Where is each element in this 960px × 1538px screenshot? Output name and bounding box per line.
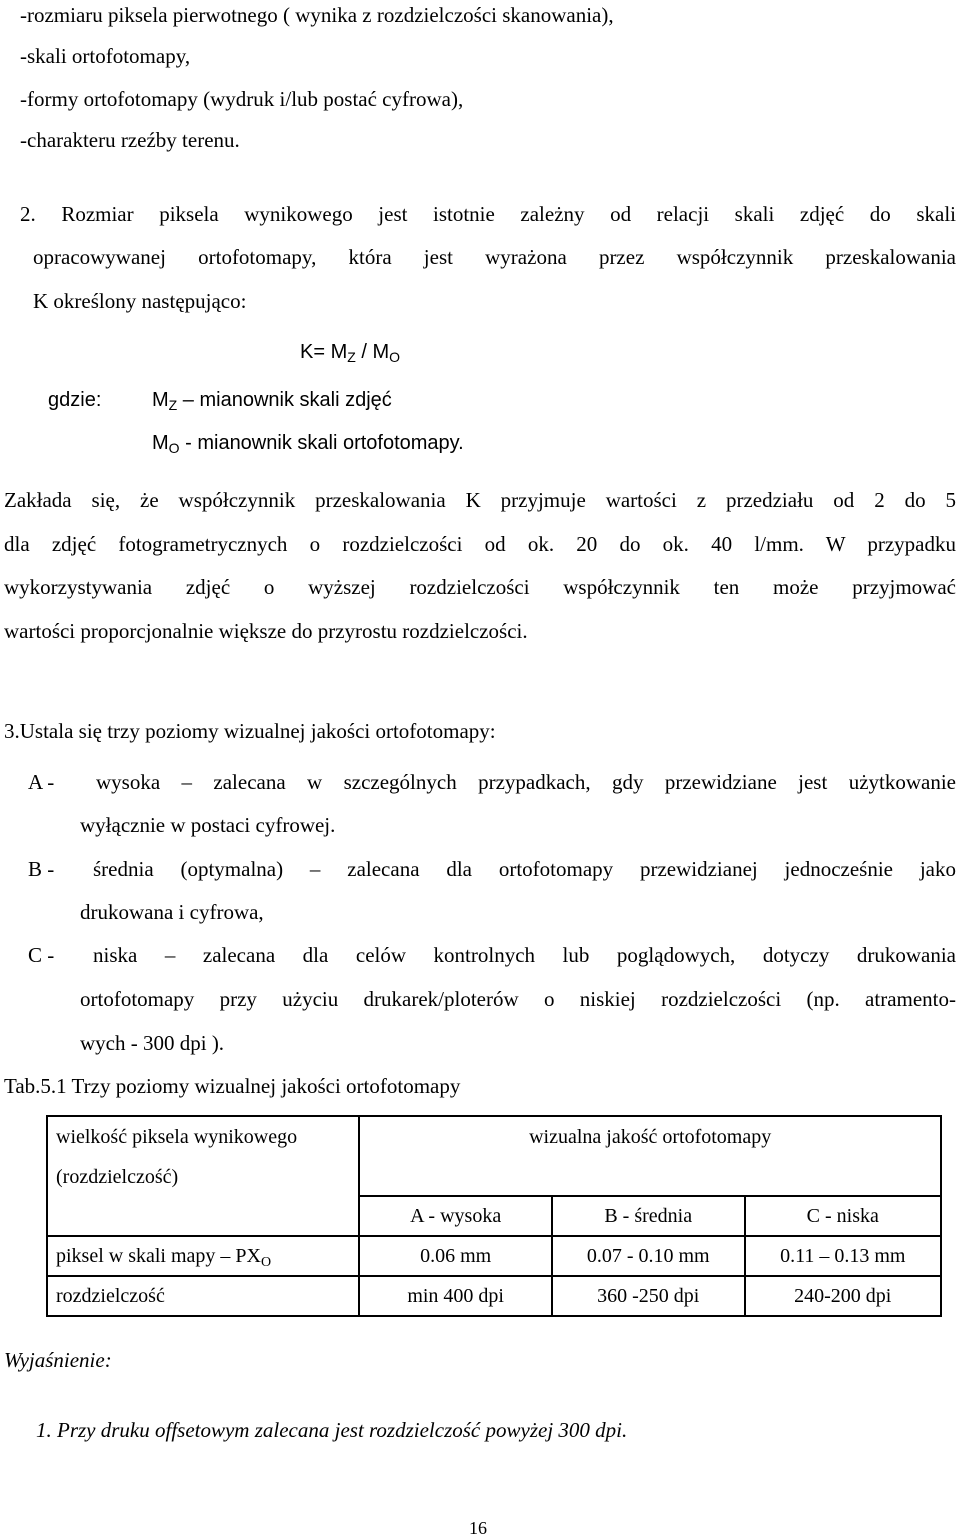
- header-resolution: (rozdzielczość): [47, 1157, 359, 1196]
- quality-table: [46, 1115, 942, 1317]
- level-c-cell: C - niska: [745, 1196, 942, 1236]
- notes-heading: Wyjaśnienie:: [4, 1348, 112, 1372]
- level-b-line1: średnia (optymalna) – zalecana dla ortofotomapy przewidzianej jednocześnie jako: [93, 857, 956, 881]
- header-visual-quality: wizualna jakość ortofotomapy: [359, 1116, 941, 1157]
- level-b-line2: drukowana i cyfrowa,: [80, 900, 264, 924]
- level-a-label: A -: [28, 770, 55, 794]
- header-pixel-size: wielkość piksela wynikowego: [47, 1116, 359, 1157]
- row-resolution-c: 240-200 dpi: [745, 1276, 942, 1316]
- row-pixel-label: piksel w skali mapy – $PX_O$: [47, 1236, 359, 1276]
- row-resolution-label: rozdzielczość: [47, 1276, 359, 1316]
- intro-item-1: -rozmiaru piksela pierwotnego ( wynika z rozdzielczości skanowania),: [20, 3, 614, 27]
- paragraph-line2: dla zdjęć fotogrametrycznych o rozdzielczości od ok. 20 do ok. 40 l/mm. W przypadku: [4, 532, 956, 556]
- table-levels-row: [47, 1196, 941, 1236]
- level-a-cell: A - wysoka: [359, 1196, 552, 1236]
- point2-line1: 2. Rozmiar piksela wynikowego jest istotnie zależny od relacji skali zdjęć do skali: [20, 202, 956, 226]
- intro-item-4: -charakteru rzeźby terenu.: [20, 128, 240, 152]
- gdzie-label: gdzie:: [48, 389, 102, 411]
- level-b-cell: B - średnia: [552, 1196, 745, 1236]
- row-resolution-b: 360 -250 dpi: [552, 1276, 745, 1316]
- table-row: [47, 1276, 941, 1316]
- formula-k: $K= M_Z / M_O$: [300, 341, 401, 365]
- row-pixel-a: 0.06 mm: [359, 1236, 552, 1276]
- header-blank-left: [47, 1196, 359, 1236]
- point3-heading: 3.Ustala się trzy poziomy wizualnej jakości ortofotomapy:: [4, 719, 496, 743]
- note-1: 1. Przy druku offsetowym zalecana jest rozdzielczość powyżej 300 dpi.: [36, 1418, 628, 1442]
- level-c-line2: ortofotomapy przy użyciu drukarek/ploterów o niskiej rozdzielczości (np. atramento-: [80, 987, 956, 1011]
- level-b-label: B -: [28, 857, 55, 881]
- level-c-line3: wych - 300 dpi ).: [80, 1031, 225, 1055]
- paragraph-line3: wykorzystywania zdjęć o wyższej rozdzielczości współczynnik ten może przyjmować: [4, 575, 956, 599]
- definition-mz: $M_Z$ – mianownik skali zdjęć: [152, 389, 392, 413]
- level-a-line1: wysoka – zalecana w szczególnych przypadkach, gdy przewidziane jest użytkowanie: [96, 770, 956, 794]
- table-caption: Tab.5.1 Trzy poziomy wizualnej jakości ortofotomapy: [4, 1074, 461, 1098]
- table-header-row: [47, 1116, 941, 1157]
- paragraph-line4: wartości proporcjonalnie większe do przyrostu rozdzielczości.: [4, 619, 528, 643]
- paragraph-line1: Zakłada się, że współczynnik przeskalowania K przyjmuje wartości z przedziału od 2 do 5: [4, 488, 956, 512]
- level-a-line2: wyłącznie w postaci cyfrowej.: [80, 813, 336, 837]
- level-c-label: C -: [28, 943, 55, 967]
- table-row: [47, 1236, 941, 1276]
- row-resolution-a: min 400 dpi: [359, 1276, 552, 1316]
- intro-item-3: -formy ortofotomapy (wydruk i/lub postać cyfrowa),: [20, 87, 464, 111]
- point2-line2: opracowywanej ortofotomapy, która jest wyrażona przez współczynnik przeskalowania: [33, 245, 956, 269]
- level-c-line1: niska – zalecana dla celów kontrolnych lub poglądowych, dotyczy drukowania: [93, 943, 956, 967]
- definition-mo: $M_O$ - mianownik skali ortofotomapy.: [152, 432, 464, 456]
- page-number: 16: [469, 1518, 487, 1538]
- row-pixel-b: 0.07 - 0.10 mm: [552, 1236, 745, 1276]
- table-header-row-2: [47, 1157, 941, 1196]
- point2-line3: K określony następująco:: [33, 289, 247, 313]
- header-blank: [359, 1157, 941, 1196]
- row-pixel-c: 0.11 – 0.13 mm: [745, 1236, 942, 1276]
- intro-item-2: -skali ortofotomapy,: [20, 44, 191, 68]
